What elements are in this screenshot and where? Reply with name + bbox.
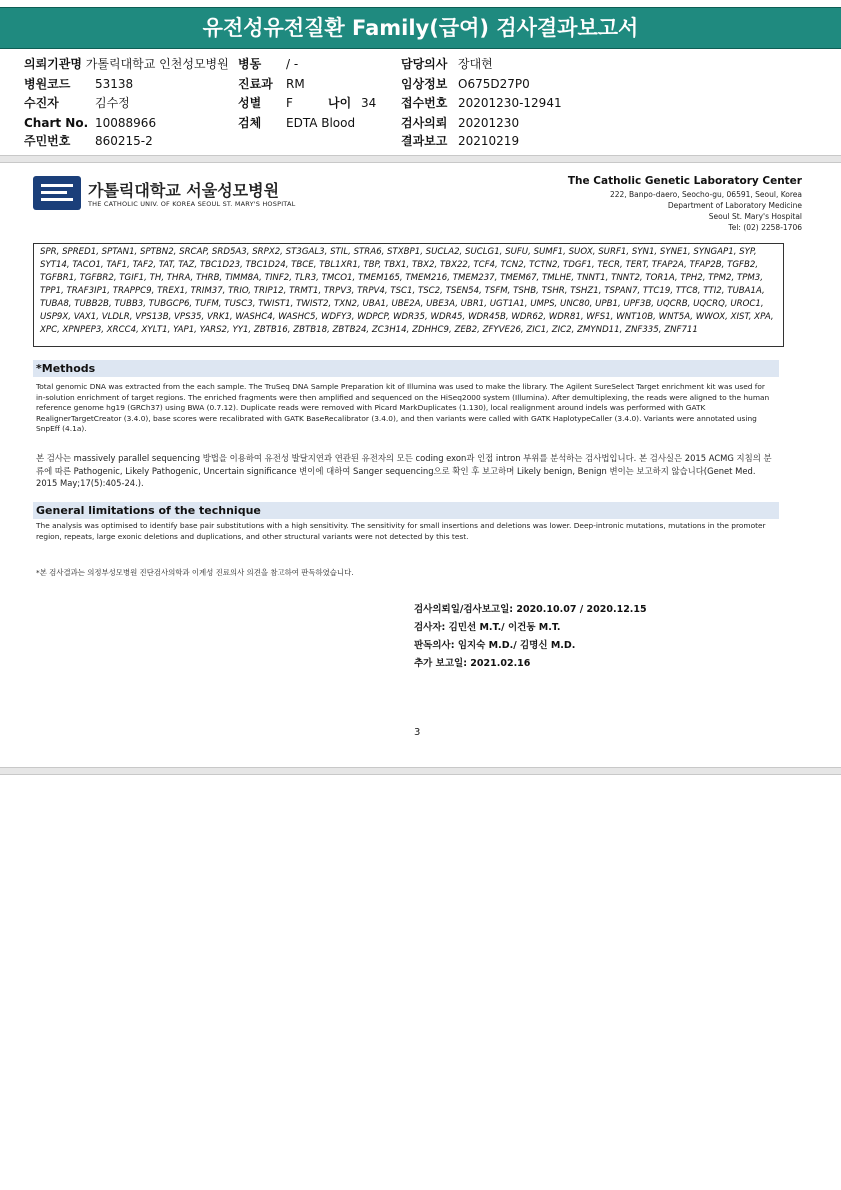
methods-korean-paragraph: 본 검사는 massively parallel sequencing 방법을 이용하여 유전성 발달지연과 연관된 유전자의 모든 coding exon과 인접 intron 부위를 분석하는 검사법입니다. 본 검사실은 2015 ACMG 지침의 분류에 따른 Pathogenic, Likely Pathogenic, Uncertain significance 변이에 대하여 Sanger sequencing으로 확인 후 보고하며 Likely benign, Benign 변이는 보고하지 않습니다(Genet Med. 2015 May;17(5):405-24.).: [36, 453, 772, 488]
methods-heading: *Methods: [33, 360, 779, 377]
header-value: 20201230: [458, 116, 520, 130]
header-row-id: [24, 134, 70, 148]
header-label: 임상정보: [401, 77, 448, 91]
header-value: 가톨릭대학교 인천성모병원: [85, 57, 229, 71]
header-value: RM: [286, 77, 305, 91]
report-title: 유전성유전질환 Family(급여) 검사결과보고서: [0, 7, 841, 49]
header-row-chart: [24, 116, 88, 130]
header-value: 20201230-12941: [458, 96, 562, 110]
page-divider: [0, 767, 841, 775]
header-label: Chart No.: [24, 116, 89, 130]
lab-address: 222, Banpo-daero, Seocho-gu, 06591, Seoul, Korea: [609, 190, 802, 199]
page-number: 3: [414, 727, 421, 738]
lab-phone: Tel: (02) 2258-1706: [728, 223, 802, 232]
header-label: 검사의뢰: [401, 116, 448, 130]
header-label: 담당의사: [401, 57, 448, 71]
header-value: 장대현: [458, 57, 493, 71]
header-label: 수진자: [24, 96, 59, 110]
report-dates: 검사의뢰일/검사보고일: 2020.10.07 / 2020.12.15: [414, 604, 647, 615]
header-value: 10088966: [95, 116, 157, 130]
header-row-institution: [24, 57, 229, 71]
header-label: 성별: [238, 96, 262, 110]
header-value: 20210219: [458, 134, 520, 148]
header-label: 나이: [328, 96, 352, 110]
hospital-subtitle: THE CATHOLIC UNIV. OF KOREA SEOUL ST. MARY'S HOSPITAL: [88, 200, 296, 208]
testers: 검사자: 김민선 M.T./ 이건동 M.T.: [414, 622, 561, 633]
header-value: EDTA Blood: [286, 116, 356, 130]
hospital-name: 가톨릭대학교 서울성모병원: [88, 181, 280, 200]
header-value: O675D27P0: [458, 77, 530, 91]
methods-paragraph: Total genomic DNA was extracted from the each sample. The TruSeq DNA Sample Preparation kit of Illumina was used to make the library. The Agilent SureSelect Target enrichment kit was used for in-solution enrichment of target regions. The enriched fragments were then amplified and sequenced on the HiSeq2000 system (Illumina). After demultiplexing, the reads were aligned to the human reference genome hg19 (GRCh37) using BWA (0.7.12). Duplicate reads were removed with Picard MarkDuplicates (1.130), local realignment around indels was performed with GATK RealignerTargetCreator (3.4.0), base scores were recalibrated with GATK BaseRecalibrator (3.4.0), and then variants were called with GATK HaplotypeCaller (3.4.0). Variants were annotated using SnpEff (4.1a).: [36, 382, 770, 433]
interpretation-note: *본 검사결과는 의정부성모병원 진단검사의학과 이계성 진료의사 의견을 참고하여 판독하였습니다.: [36, 568, 354, 577]
lab-department: Department of Laboratory Medicine: [667, 201, 802, 210]
additional-report-date: 추가 보고일: 2021.02.16: [414, 658, 531, 669]
header-label: 주민번호: [24, 134, 71, 148]
limitations-heading: General limitations of the technique: [33, 502, 779, 519]
lab-hospital: Seoul St. Mary's Hospital: [708, 212, 802, 221]
header-value: 53138: [95, 77, 134, 91]
section-divider: [0, 155, 841, 163]
gene-list: SPR, SPRED1, SPTAN1, SPTBN2, SRCAP, SRD5A3, SRPX2, ST3GAL3, STIL, STRA6, STXBP1, SUCLA2, SUCLG1, SUFU, SUMF1, SUOX, SURF1, SYN1, SYNE1, SYNGAP1, SYP, SYT14, TACO1, TAF1, TAF2, TAT, TAZ, TBC1D23, TBC1D24, TBCE, TBL1XR1, TBP, TBX1, TBX2, TBX22, TCF4, TCN2, TCTN2, TDGF1, TECR, TERT, TFAP2A, TFAP2B, TGFB2, TGFBR1, TGFBR2, TGIF1, TH, THRA, THRB, TIMM8A, TINF2, TLR3, TMCO1, TMEM165, TMEM216, TMEM237, TMEM67, TMLHE, TNNT1, TNNT2, TOR1A, TPH2, TPM2, TPM3, TPP1, TRAF3IP1, TRAPPC9, TREX1, TRIM37, TRIO, TRIP12, TRMT1, TRPV3, TRPV4, TSC1, TSC2, TSEN54, TSFM, TSHB, TSHR, TSHZ1, TSPAN7, TTC19, TTC8, TTI2, TUBA1A, TUBA8, TUBB2B, TUBB3, TUBGCP6, TUFM, TUSC3, TWIST1, TWIST2, TXN2, UBA1, UBE2A, UBE3A, UBR1, UGT1A1, UMPS, UNC80, UPB1, UPF3B, UQCRB, UQCRQ, UROC1, USP9X, VAX1, VLDLR, VPS13B, VPS35, VRK1, WASHC4, WASHC5, WDFY3, WDPCP, WDR35, WDR45, WDR45B, WDR62, WDR81, WFS1, WNT10B, WNT5A, WWOX, XIST, XPA, XPC, XPNPEP3, XRCC4, XYLT1, YAP1, YARS2, YY1, ZBTB16, ZBTB18, ZBTB24, ZC3H14, ZDHHC9, ZEB2, ZFYVE26, ZIC1, ZIC2, ZMYND11, ZNF335, ZNF711: [33, 243, 784, 347]
header-value: 김수정: [95, 96, 130, 110]
header-value: 34: [361, 96, 377, 110]
reading-physicians: 판독의사: 임지숙 M.D./ 김명신 M.D.: [414, 640, 576, 651]
header-label: 결과보고: [401, 134, 448, 148]
header-value: F: [286, 96, 293, 110]
lab-center-title: The Catholic Genetic Laboratory Center: [567, 175, 802, 187]
header-label: 진료과: [238, 77, 273, 91]
header-row-hospital-code: [24, 77, 70, 91]
header-value: / -: [286, 57, 299, 71]
limitations-paragraph: The analysis was optimised to identify base pair substitutions with a high sensitivity. The sensitivity for small insertions and deletions was lower. Deep-intronic mutations, mutations in the promoter region, repeats, large exonic deletions and duplications, and other structural variants were not detected by this test.: [36, 521, 766, 541]
header-label: 접수번호: [401, 96, 448, 110]
header-row-patient: [24, 96, 59, 110]
header-label: 의뢰기관명: [24, 57, 82, 71]
header-label: 검체: [238, 116, 262, 130]
header-label: 병원코드: [24, 77, 71, 91]
header-label: 병동: [238, 57, 262, 71]
header-value: 860215-2: [95, 134, 153, 148]
hospital-logo-icon: [33, 176, 81, 210]
